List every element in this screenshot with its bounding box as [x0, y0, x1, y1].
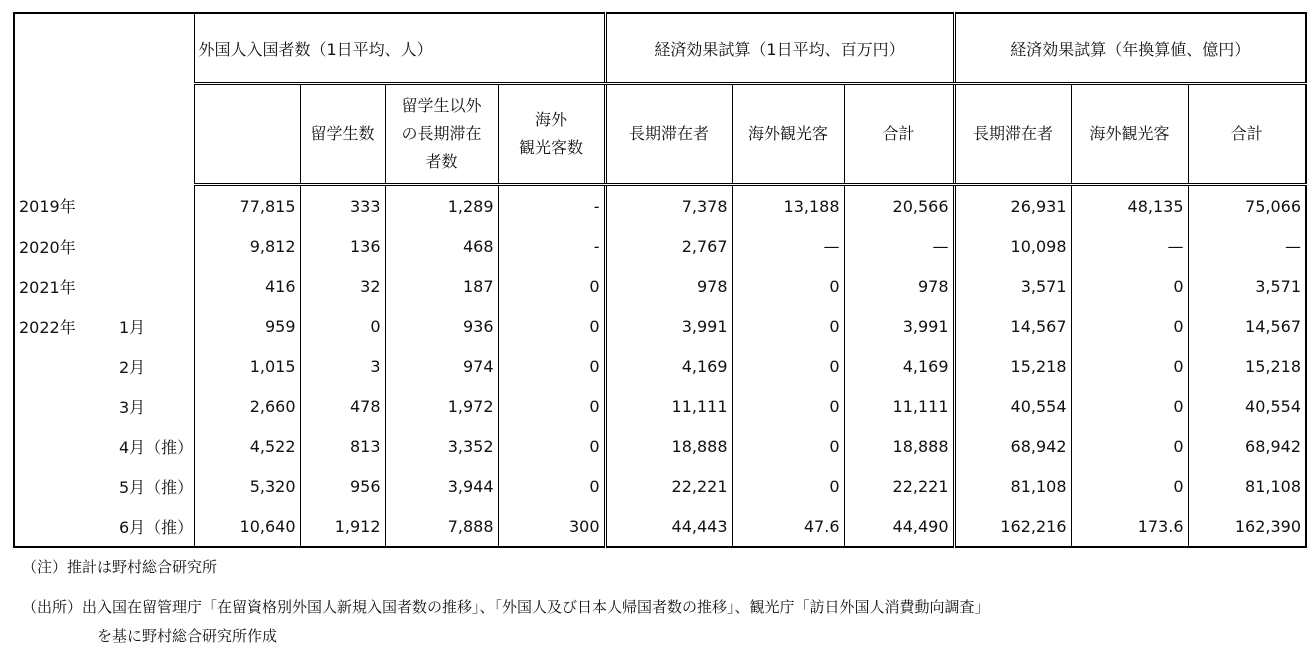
- table-cell: 978: [844, 266, 954, 306]
- table-cell: 68,942: [1188, 426, 1306, 466]
- table-cell: 136: [300, 226, 385, 266]
- table-cell: 4,522: [194, 426, 300, 466]
- table-cell: 1,972: [385, 386, 498, 426]
- table-cell: —: [732, 226, 844, 266]
- row-month: 4月（推）: [119, 437, 194, 457]
- header-longstay: 留学生以外 の長期滞在 者数: [385, 84, 498, 185]
- table-cell: —: [844, 226, 954, 266]
- table-cell: 173.6: [1071, 506, 1188, 547]
- table-cell: 40,554: [1188, 386, 1306, 426]
- row-label: [14, 266, 194, 306]
- table-cell: 26,931: [954, 185, 1071, 227]
- data-table: [13, 12, 1307, 548]
- table-cell: 40,554: [954, 386, 1071, 426]
- table-cell: 15,218: [954, 346, 1071, 386]
- table-cell: 978: [605, 266, 732, 306]
- table-cell: 0: [1071, 386, 1188, 426]
- table-cell: 162,216: [954, 506, 1071, 547]
- header-tourists: 海外 観光客数: [498, 84, 605, 185]
- corner-cell: [14, 13, 194, 185]
- table-cell: 2,660: [194, 386, 300, 426]
- table-cell: 14,567: [1188, 306, 1306, 346]
- table-cell: 1,015: [194, 346, 300, 386]
- table-row: [14, 506, 1306, 547]
- table-cell: 18,888: [605, 426, 732, 466]
- table-cell: -: [498, 185, 605, 227]
- table-cell: 3,991: [605, 306, 732, 346]
- table-cell: 3,571: [954, 266, 1071, 306]
- table-cell: 0: [300, 306, 385, 346]
- table-cell: 3: [300, 346, 385, 386]
- table-cell: 478: [300, 386, 385, 426]
- table-cell: 0: [732, 266, 844, 306]
- table-cell: 18,888: [844, 426, 954, 466]
- header-annual-longstay: 長期滞在者: [954, 84, 1071, 185]
- table-cell: 0: [1071, 306, 1188, 346]
- table-cell: 0: [732, 346, 844, 386]
- table-cell: 187: [385, 266, 498, 306]
- row-label: [14, 226, 194, 266]
- group-header-entrants: 外国人入国者数（1日平均、人）: [194, 13, 605, 84]
- table-cell: 0: [1071, 346, 1188, 386]
- table-cell: 13,188: [732, 185, 844, 227]
- table-cell: 0: [498, 346, 605, 386]
- row-month: 3月: [119, 397, 146, 417]
- table-cell: 11,111: [605, 386, 732, 426]
- table-row: [14, 426, 1306, 466]
- table-cell: 0: [732, 306, 844, 346]
- header-row-2: [14, 84, 1306, 185]
- table-cell: 15,218: [1188, 346, 1306, 386]
- table-cell: 468: [385, 226, 498, 266]
- table-cell: 3,571: [1188, 266, 1306, 306]
- table-cell: 48,135: [1071, 185, 1188, 227]
- table-cell: 162,390: [1188, 506, 1306, 547]
- row-label: [14, 466, 194, 506]
- table-cell: 813: [300, 426, 385, 466]
- row-year: 2021年: [19, 277, 76, 297]
- row-year: 2019年: [19, 196, 76, 216]
- table-row: [14, 466, 1306, 506]
- row-month: 5月（推）: [119, 477, 194, 497]
- table-cell: 0: [1071, 426, 1188, 466]
- table-cell: 11,111: [844, 386, 954, 426]
- table-cell: 81,108: [1188, 466, 1306, 506]
- table-cell: 0: [498, 386, 605, 426]
- table-cell: 974: [385, 346, 498, 386]
- note-source-cont: を基に野村総合研究所作成: [97, 627, 278, 645]
- table-cell: 81,108: [954, 466, 1071, 506]
- row-year: 2022年: [19, 317, 76, 337]
- row-label: [14, 426, 194, 466]
- table-cell: 10,640: [194, 506, 300, 547]
- table-cell: 7,378: [605, 185, 732, 227]
- table-cell: 7,888: [385, 506, 498, 547]
- table-cell: 10,098: [954, 226, 1071, 266]
- table-cell: 0: [498, 426, 605, 466]
- row-month: 1月: [119, 317, 146, 337]
- row-month: 2月: [119, 357, 146, 377]
- table-cell: 2,767: [605, 226, 732, 266]
- header-daily-longstay: 長期滞在者: [605, 84, 732, 185]
- header-annual-total: 合計: [1188, 84, 1306, 185]
- table-cell: 14,567: [954, 306, 1071, 346]
- table-cell: 4,169: [844, 346, 954, 386]
- header-row-1: [14, 13, 1306, 84]
- table-cell: 22,221: [605, 466, 732, 506]
- table-cell: 0: [1071, 466, 1188, 506]
- table-cell: 3,991: [844, 306, 954, 346]
- row-label: [14, 386, 194, 426]
- row-month: 6月（推）: [119, 517, 194, 537]
- table-row: [14, 306, 1306, 346]
- table-cell: 936: [385, 306, 498, 346]
- row-label: [14, 306, 194, 346]
- row-label: [14, 346, 194, 386]
- table-cell: 1,289: [385, 185, 498, 227]
- table-cell: 4,169: [605, 346, 732, 386]
- table-cell: 1,912: [300, 506, 385, 547]
- table-cell: 0: [732, 466, 844, 506]
- table-cell: 47.6: [732, 506, 844, 547]
- table-cell: 20,566: [844, 185, 954, 227]
- table-cell: 333: [300, 185, 385, 227]
- table-row: [14, 226, 1306, 266]
- table-cell: 75,066: [1188, 185, 1306, 227]
- table-cell: —: [1071, 226, 1188, 266]
- row-label: [14, 185, 194, 227]
- table-cell: 300: [498, 506, 605, 547]
- table-cell: 0: [498, 466, 605, 506]
- group-header-daily-effect: 経済効果試算（1日平均、百万円）: [605, 13, 954, 84]
- table-cell: 0: [498, 266, 605, 306]
- header-annual-tourist: 海外観光客: [1071, 84, 1188, 185]
- header-daily-tourist: 海外観光客: [732, 84, 844, 185]
- table-cell: 5,320: [194, 466, 300, 506]
- table-row: [14, 346, 1306, 386]
- table-cell: 0: [498, 306, 605, 346]
- table-cell: 44,490: [844, 506, 954, 547]
- group-header-annual-effect: 経済効果試算（年換算値、億円）: [954, 13, 1306, 84]
- table-cell: 22,221: [844, 466, 954, 506]
- table-cell: 32: [300, 266, 385, 306]
- table-cell: 416: [194, 266, 300, 306]
- table-cell: 68,942: [954, 426, 1071, 466]
- table-cell: 0: [1071, 266, 1188, 306]
- table-cell: 3,352: [385, 426, 498, 466]
- header-students: 留学生数: [300, 84, 385, 185]
- note-source: （出所）出入国在留管理庁「在留資格別外国人新規入国者数の推移」、「外国人及び日本人帰国者数の推移」、観光庁「訪日外国人消費動向調査」: [22, 598, 990, 616]
- table-cell: 0: [732, 426, 844, 466]
- table-cell: 77,815: [194, 185, 300, 227]
- header-total-entrants: [194, 84, 300, 185]
- table-cell: 0: [732, 386, 844, 426]
- table-row: [14, 266, 1306, 306]
- row-year: 2020年: [19, 237, 76, 257]
- row-label: [14, 506, 194, 547]
- table-cell: 956: [300, 466, 385, 506]
- table-row: [14, 386, 1306, 426]
- table-cell: 3,944: [385, 466, 498, 506]
- table-cell: 44,443: [605, 506, 732, 547]
- header-daily-total: 合計: [844, 84, 954, 185]
- table-cell: -: [498, 226, 605, 266]
- table-row: [14, 185, 1306, 227]
- note-estimate: （注）推計は野村総合研究所: [22, 558, 218, 576]
- table-cell: 9,812: [194, 226, 300, 266]
- table-body: [14, 185, 1306, 548]
- table-cell: —: [1188, 226, 1306, 266]
- table-cell: 959: [194, 306, 300, 346]
